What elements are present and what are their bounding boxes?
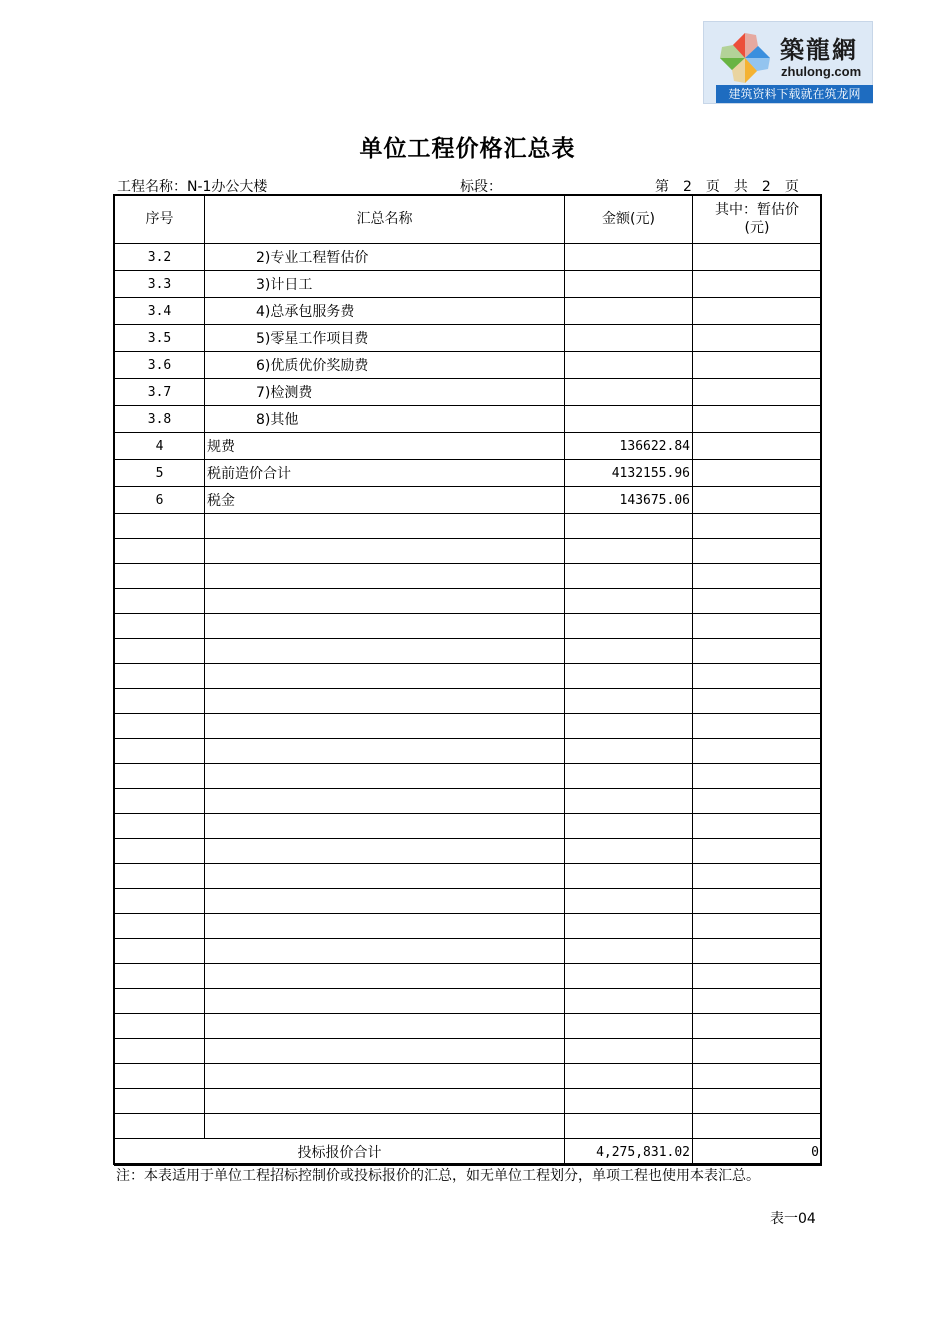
empty-cell [115,739,205,764]
empty-cell [565,1064,693,1089]
empty-cell [115,839,205,864]
empty-cell [693,739,822,764]
empty-cell [565,664,693,689]
empty-cell [565,689,693,714]
table-row [115,271,822,298]
row-name: 7)检测费 [205,379,565,406]
empty-table-row [115,1039,822,1064]
empty-cell [205,814,565,839]
empty-cell [205,589,565,614]
empty-cell [115,764,205,789]
empty-cell [205,989,565,1014]
empty-cell [205,1014,565,1039]
empty-cell [693,1114,822,1139]
row-no: 4 [115,433,205,460]
empty-cell [693,714,822,739]
empty-cell [115,914,205,939]
empty-table-row [115,939,822,964]
empty-table-row [115,564,822,589]
empty-cell [115,1089,205,1114]
empty-cell [115,639,205,664]
form-number: 表一04 [770,1211,816,1227]
empty-table-row [115,1064,822,1089]
empty-table-row [115,914,822,939]
empty-cell [115,589,205,614]
table-footnote: 注：本表适用于单位工程招标控制价或投标报价的汇总，如无单位工程划分，单项工程也使用本表汇总。 [116,1168,760,1184]
empty-cell [205,714,565,739]
row-provisional [693,406,822,433]
empty-cell [205,939,565,964]
total-provisional: 0 [693,1139,822,1166]
empty-cell [565,1114,693,1139]
empty-cell [115,564,205,589]
empty-table-row [115,964,822,989]
empty-cell [565,939,693,964]
empty-cell [115,1114,205,1139]
empty-table-row [115,814,822,839]
header-no: 序号 [115,195,205,244]
empty-cell [205,689,565,714]
empty-cell [115,539,205,564]
table-row [115,433,822,460]
empty-cell [693,539,822,564]
empty-cell [115,614,205,639]
row-provisional [693,298,822,325]
empty-cell [115,989,205,1014]
row-provisional [693,379,822,406]
empty-cell [565,964,693,989]
empty-cell [115,889,205,914]
empty-cell [205,514,565,539]
row-amount [565,406,693,433]
row-name: 税前造价合计 [205,460,565,487]
empty-cell [205,664,565,689]
page-number-label: 第 2 页 共 2 页 [655,179,799,195]
header-provisional [693,195,822,244]
empty-table-row [115,589,822,614]
empty-cell [693,689,822,714]
row-amount [565,325,693,352]
empty-cell [115,1064,205,1089]
price-summary-table [114,194,822,1166]
empty-cell [115,964,205,989]
empty-cell [205,1064,565,1089]
row-name: 8)其他 [205,406,565,433]
empty-table-row [115,989,822,1014]
table-row [115,244,822,271]
empty-cell [693,1064,822,1089]
empty-cell [693,664,822,689]
table-row [115,352,822,379]
empty-table-row [115,639,822,664]
page-title: 单位工程价格汇总表 [359,135,576,162]
empty-cell [565,989,693,1014]
empty-table-row [115,614,822,639]
table-row [115,379,822,406]
row-name: 6)优质优价奖励费 [205,352,565,379]
row-name: 2)专业工程暂估价 [205,244,565,271]
empty-cell [693,1014,822,1039]
logo-tagline: 建筑资料下载就在筑龙网 [716,85,873,103]
zhulong-logo [703,21,873,104]
empty-table-row [115,789,822,814]
empty-cell [693,814,822,839]
row-no: 3.2 [115,244,205,271]
row-amount [565,244,693,271]
empty-cell [115,939,205,964]
empty-cell [693,614,822,639]
empty-cell [693,889,822,914]
empty-cell [115,514,205,539]
empty-cell [565,1089,693,1114]
row-name: 4)总承包服务费 [205,298,565,325]
empty-table-row [115,1089,822,1114]
row-amount [565,352,693,379]
table-header-row [115,195,822,244]
empty-cell [693,764,822,789]
row-name: 规费 [205,433,565,460]
row-no: 3.8 [115,406,205,433]
header-provisional-text: 其中：暂估价(元) [715,202,799,236]
empty-table-row [115,889,822,914]
header-amount: 金额(元) [565,195,693,244]
row-name: 税金 [205,487,565,514]
table-row [115,298,822,325]
total-row [115,1139,822,1166]
empty-cell [565,864,693,889]
empty-cell [205,1039,565,1064]
empty-table-row [115,1014,822,1039]
empty-cell [565,739,693,764]
empty-cell [565,764,693,789]
empty-cell [693,589,822,614]
row-no: 6 [115,487,205,514]
empty-cell [693,1089,822,1114]
row-amount: 4132155.96 [565,460,693,487]
row-no: 3.5 [115,325,205,352]
empty-table-row [115,714,822,739]
empty-cell [205,1114,565,1139]
row-amount [565,379,693,406]
empty-cell [693,839,822,864]
row-provisional [693,352,822,379]
row-amount [565,271,693,298]
empty-cell [693,789,822,814]
empty-cell [565,789,693,814]
empty-cell [115,789,205,814]
empty-cell [205,914,565,939]
row-amount: 143675.06 [565,487,693,514]
row-no: 3.4 [115,298,205,325]
empty-cell [115,714,205,739]
empty-cell [115,664,205,689]
empty-cell [565,1014,693,1039]
empty-cell [205,789,565,814]
row-no: 3.7 [115,379,205,406]
empty-table-row [115,539,822,564]
empty-cell [205,889,565,914]
row-amount: 136622.84 [565,433,693,460]
empty-cell [205,764,565,789]
empty-cell [205,864,565,889]
empty-cell [115,814,205,839]
empty-cell [115,1039,205,1064]
empty-cell [205,639,565,664]
empty-table-row [115,664,822,689]
empty-cell [565,564,693,589]
empty-table-row [115,764,822,789]
empty-cell [565,539,693,564]
empty-cell [693,1039,822,1064]
logo-chinese-name: 築龍網 [780,35,858,64]
row-amount [565,298,693,325]
empty-cell [565,614,693,639]
empty-cell [693,989,822,1014]
row-provisional [693,487,822,514]
empty-cell [565,1039,693,1064]
row-provisional [693,460,822,487]
empty-table-row [115,514,822,539]
empty-cell [205,839,565,864]
empty-cell [693,564,822,589]
empty-cell [205,539,565,564]
empty-cell [565,714,693,739]
table-row [115,460,822,487]
empty-table-row [115,689,822,714]
empty-cell [205,564,565,589]
empty-cell [115,689,205,714]
table-row [115,487,822,514]
header-name: 汇总名称 [205,195,565,244]
empty-table-row [115,864,822,889]
total-amount: 4,275,831.02 [565,1139,693,1166]
project-name-label: 工程名称：N-1办公大楼 [117,179,268,195]
empty-cell [693,914,822,939]
row-provisional [693,433,822,460]
empty-cell [115,864,205,889]
pinwheel-logo-icon [716,29,774,87]
empty-cell [565,639,693,664]
empty-cell [205,964,565,989]
row-no: 3.3 [115,271,205,298]
empty-cell [565,514,693,539]
section-label: 标段： [460,179,502,195]
empty-cell [565,589,693,614]
empty-cell [205,739,565,764]
empty-cell [693,964,822,989]
row-provisional [693,271,822,298]
row-no: 5 [115,460,205,487]
table-row [115,406,822,433]
empty-cell [693,864,822,889]
row-name: 5)零星工作项目费 [205,325,565,352]
empty-cell [693,939,822,964]
logo-domain: zhulong.com [781,64,862,79]
empty-table-row [115,839,822,864]
row-provisional [693,325,822,352]
empty-cell [565,889,693,914]
empty-cell [693,514,822,539]
row-no: 3.6 [115,352,205,379]
empty-cell [205,1089,565,1114]
table-row [115,325,822,352]
empty-cell [565,914,693,939]
empty-table-row [115,1114,822,1139]
empty-cell [565,839,693,864]
row-provisional [693,244,822,271]
total-label: 投标报价合计 [115,1139,565,1166]
empty-cell [565,814,693,839]
empty-cell [115,1014,205,1039]
row-name: 3)计日工 [205,271,565,298]
empty-cell [693,639,822,664]
empty-table-row [115,739,822,764]
empty-cell [205,614,565,639]
